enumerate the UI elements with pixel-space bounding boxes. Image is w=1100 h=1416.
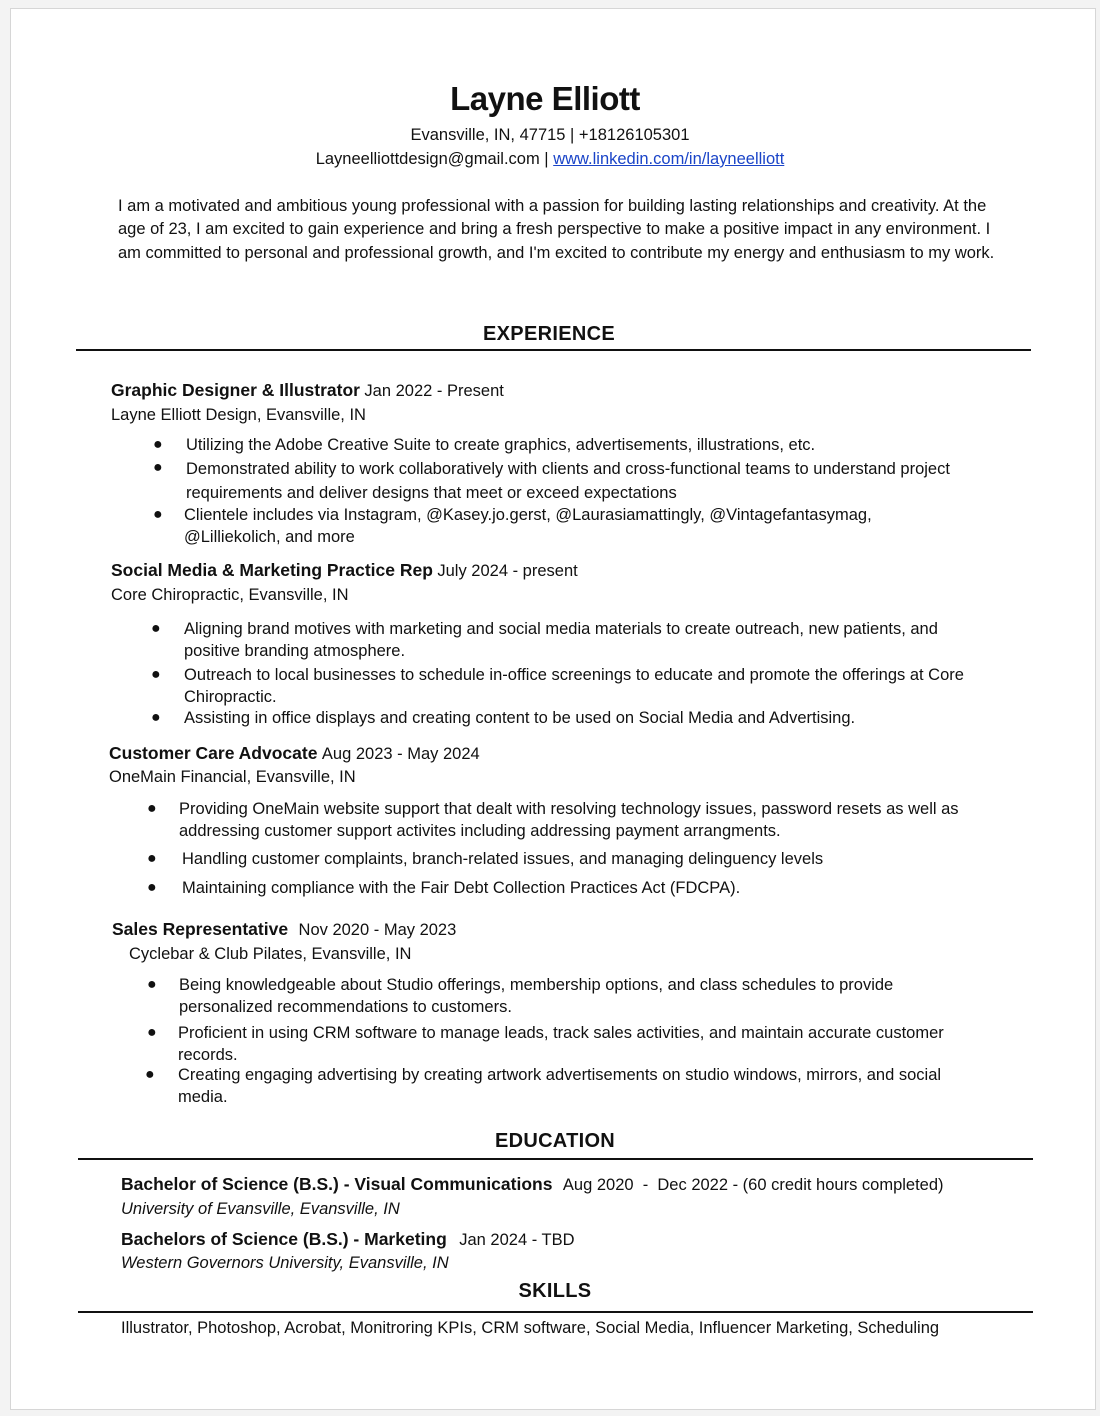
job-organization: Cyclebar & Club Pilates, Evansville, IN (129, 945, 412, 963)
job-bullet: Handling customer complaints, branch-related issues, and managing delinguency levels (182, 850, 824, 868)
bullet-icon: ● (145, 1066, 155, 1083)
candidate-name: Layne Elliott (450, 80, 640, 117)
skills-list: Illustrator, Photoshop, Acrobat, Monitroring KPIs, CRM software, Social Media, Influencer Marketing, Scheduling (121, 1319, 940, 1337)
job-bullet: Outreach to local businesses to schedule in-office screenings to educate and promote the offerings at Core Chiropractic. (184, 666, 964, 706)
bullet-icon: ● (147, 1024, 157, 1041)
bullet-icon: ● (153, 436, 163, 453)
job-title: Social Media & Marketing Practice Rep (111, 560, 433, 580)
job-bullet: Providing OneMain website support that dealt with resolving technology issues, password resets as well as addressing customer support activites including addressing payment arrangments. (179, 800, 959, 840)
bullet-icon: ● (151, 666, 161, 683)
job-dates: Jan 2022 - Present (364, 382, 504, 400)
job-heading (111, 380, 504, 401)
job-bullet: Creating engaging advertising by creating artwork advertisements on studio windows, mirrors, and social media. (178, 1066, 942, 1106)
education-entry (121, 1229, 575, 1250)
job-heading (109, 743, 480, 764)
degree-dates: Jan 2024 - TBD (459, 1231, 575, 1249)
bullet-icon: ● (151, 620, 161, 637)
skills-heading: SKILLS (518, 1280, 592, 1302)
bullet-icon: ● (153, 459, 163, 476)
degree-title: Bachelors of Science (B.S.) - Marketing (121, 1229, 447, 1249)
job-dates: Nov 2020 - May 2023 (298, 921, 457, 939)
job-dates: Aug 2023 - May 2024 (321, 745, 480, 763)
address-phone-line: Evansville, IN, 47715 | +18126105301 (410, 126, 690, 144)
email-text: Layneelliottdesign@gmail.com (315, 150, 540, 168)
job-title: Graphic Designer & Illustrator (111, 380, 360, 400)
job-dates: July 2024 - present (437, 562, 578, 580)
job-organization: Core Chiropractic, Evansville, IN (111, 586, 349, 604)
bullet-icon: ● (147, 800, 157, 817)
degree-dates: Aug 2020 - Dec 2022 - (60 credit hours completed) (562, 1176, 944, 1194)
job-bullet: Proficient in using CRM software to manage leads, track sales activities, and maintain accurate customer records. (178, 1024, 944, 1064)
job-bullet: Maintaining compliance with the Fair Debt Collection Practices Act (FDCPA). (182, 879, 741, 897)
experience-divider (76, 349, 1031, 351)
job-bullet: Utilizing the Adobe Creative Suite to create graphics, advertisements, illustrations, etc. (186, 436, 816, 454)
education-entry (121, 1174, 944, 1195)
job-bullet: Demonstrated ability to work collaboratively with clients and cross-functional teams to understand project requirements and deliver designs that meet or exceed expectations (186, 460, 950, 502)
job-bullet: Clientele includes via Instagram, @Kasey.jo.gerst, @Laurasiamattingly, @Vintagefantasymag, @Lilliekolich, and more (184, 506, 872, 546)
job-organization: Layne Elliott Design, Evansville, IN (111, 406, 366, 424)
job-bullet: Being knowledgeable about Studio offerings, membership options, and class schedules to provide personalized recommendations to customers. (179, 976, 894, 1016)
contact-separator: | (539, 150, 554, 168)
job-bullet: Assisting in office displays and creating content to be used on Social Media and Advertising. (184, 709, 856, 727)
job-organization: OneMain Financial, Evansville, IN (109, 768, 356, 786)
bullet-icon: ● (147, 976, 157, 993)
school-name: University of Evansville, Evansville, IN (121, 1200, 400, 1218)
bullet-icon: ● (147, 879, 157, 896)
bullet-icon: ● (153, 506, 163, 523)
school-name: Western Governors University, Evansville, IN (121, 1254, 449, 1272)
education-divider (78, 1158, 1033, 1160)
job-bullet: Aligning brand motives with marketing and social media materials to create outreach, new patients, and positive branding atmosphere. (184, 620, 938, 660)
email-linkedin-line (0, 150, 1100, 169)
skills-divider (78, 1311, 1033, 1313)
bullet-icon: ● (147, 850, 157, 867)
job-heading (112, 919, 456, 940)
degree-title: Bachelor of Science (B.S.) - Visual Communications (121, 1174, 553, 1194)
job-title: Customer Care Advocate (109, 743, 318, 763)
experience-heading: EXPERIENCE (483, 323, 615, 345)
professional-summary: I am a motivated and ambitious young professional with a passion for building lasting relationships and creativity. At the age of 23, I am excited to gain experience and bring a fresh perspective to make a positive impact in any environment. I am committed to personal and professional growth, and I'm excited to contribute my energy and enthusiasm to my work. (118, 197, 995, 262)
job-heading (111, 560, 578, 581)
education-heading: EDUCATION (494, 1130, 616, 1152)
bullet-icon: ● (151, 709, 161, 726)
linkedin-link[interactable]: www.linkedin.com/in/layneelliott (553, 150, 785, 168)
job-title: Sales Representative (112, 919, 289, 939)
